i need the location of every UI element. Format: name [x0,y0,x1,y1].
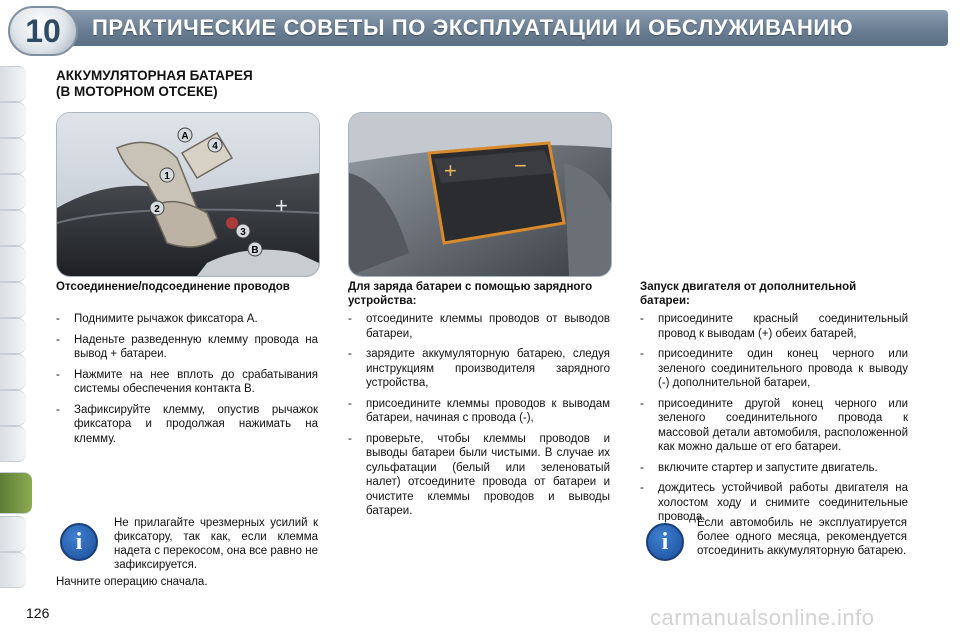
label-3: 3 [240,227,246,238]
step-text: Поднимите рычажок фиксатора A. [74,313,258,325]
minus-terminal: − [514,153,527,178]
label-1: 1 [164,171,170,182]
battery-clamp-illustration [57,113,319,276]
step-text: присоедините красный соединительный провод к выводам (+) обеих батарей, [658,313,908,340]
jump-start-steps [640,312,908,531]
list-item: - зарядите аккумуляторную батарею, следуя инструкциям производителя зарядного устройства, [348,348,610,389]
list-item: - Зафиксируйте клемму, опустив рычажок фиксатора и продолжая нажимать на клемму. [56,403,318,445]
chapter-badge [8,6,78,56]
jump-start-heading: Запуск двигателя от дополнительной батареи: [640,281,857,307]
engine-bay-illustration [349,113,611,276]
list-item: - присоедините другой конец черного или зеленого соединительного провода к массовой детали автомобиля, расположенной как можно дальше от его батареи. [640,397,908,453]
step-text: включите стартер и запустите двигатель. [658,461,878,474]
chapter-tab[interactable] [0,390,26,426]
label-2: 2 [154,204,160,215]
step-text: Нажмите на нее вплоть до срабатывания системы обеспечения контакта B. [74,368,318,395]
chapter-tab[interactable] [0,354,26,390]
step-text: проверьте, чтобы клеммы проводов и выводы батареи были чистыми. В случае их сульфатации (белый или зеленоватый налет) отсоедините провода от батареи и очистите клеммы проводов и выводы батареи. [366,432,610,517]
list-item: - присоедините клеммы проводов к выводам батареи, начиная с провода (-), [348,397,610,424]
svg-text:+: + [275,193,288,218]
list-item: - присоедините красный соединительный провод к выводам (+) обеих батарей, [640,313,908,340]
list-item: - Наденьте разведенную клемму провода на вывод + батареи. [56,333,318,360]
disconnect-heading: Отсоединение/подсоединение проводов [56,281,290,293]
label-a: A [181,131,189,142]
step-text: присоедините клеммы проводов к выводам батареи, начиная с провода (-), [366,397,610,424]
charging-steps [348,312,610,525]
charging-heading: Для заряда батареи с помощью зарядного устройства: [348,281,593,307]
clamp-warning-text: Не прилагайте чрезмерных усилий к фиксатору, так как, если клемма надета с перекосом, она все равно не зафиксируется. [114,517,318,571]
section-title-line-1: АККУМУЛЯТОРНАЯ БАТАРЕЯ [56,68,253,83]
chapter-tab-active[interactable] [0,472,32,514]
plus-terminal: + [444,158,457,183]
page-header [0,0,960,60]
restart-note: Начните операцию сначала. [56,576,208,588]
chapter-tab[interactable] [0,516,26,552]
info-icon: i [60,523,98,561]
chapter-number: 10 [25,13,61,49]
step-text: присоедините один конец черного или зеленого соединительного провода к выводу (-) дополнительной батареи, [658,348,908,389]
chapter-tab[interactable] [0,138,26,174]
step-text: Наденьте разведенную клемму провода на вывод + батареи. [74,333,318,360]
label-4: 4 [212,141,218,152]
chapter-tab[interactable] [0,426,26,462]
disconnect-steps [56,312,318,452]
step-text: зарядите аккумуляторную батарею, следуя инструкциям производителя зарядного устройства, [366,348,610,389]
step-text: присоедините другой конец черного или зеленого соединительного провода к массовой детали автомобиля, расположенной как можно дальше от его батареи. [658,397,908,453]
chapter-tab[interactable] [0,102,26,138]
storage-advice-text: Если автомобиль не эксплуатируется более одного месяца, рекомендуется отсоединить аккумуляторную батарею. [697,517,907,557]
list-item: - Поднимите рычажок фиксатора A. [56,313,258,325]
chapter-title: ПРАКТИЧЕСКИЕ СОВЕТЫ ПО ЭКСПЛУАТАЦИИ И ОБСЛУЖИВАНИЮ [92,15,854,40]
watermark: carmanualsonline.info [650,605,875,630]
section-title [56,68,253,100]
list-item: - проверьте, чтобы клеммы проводов и выводы батареи были чистыми. В случае их сульфатации (белый или зеленоватый налет) отсоедините провода от батареи и очистите клеммы проводов и выводы батареи. [348,432,610,517]
list-item: - присоедините один конец черного или зеленого соединительного провода к выводу (-) дополнительной батареи, [640,348,908,389]
chapter-tab[interactable] [0,246,26,282]
chapter-tab[interactable] [0,174,26,210]
chapter-tab[interactable] [0,552,26,588]
engine-bay-battery-photo [348,112,612,277]
page-number: 126 [26,605,50,621]
chapter-tab[interactable] [0,210,26,246]
chapter-tab[interactable] [0,66,26,102]
list-item: - включите стартер и запустите двигатель. [640,461,878,474]
step-text: дождитесь устойчивой работы двигателя на холостом ходу и снимите соединительные провода. [658,482,908,523]
battery-clamp-photo [56,112,320,277]
step-text: отсоедините клеммы проводов от выводов батареи, [366,313,610,340]
step-text: Зафиксируйте клемму, опустив рычажок фиксатора и продолжая нажимать на клемму. [74,403,318,445]
chapter-tab[interactable] [0,318,26,354]
list-item: - дождитесь устойчивой работы двигателя на холостом ходу и снимите соединительные провода. [640,482,908,523]
list-item: - отсоедините клеммы проводов от выводов батареи, [348,313,610,340]
label-b: B [251,245,259,256]
list-item: - Нажмите на нее вплоть до срабатывания системы обеспечения контакта B. [56,368,318,395]
section-title-line-2: (В МОТОРНОМ ОТСЕКЕ) [56,84,218,99]
chapter-tab[interactable] [0,282,26,318]
info-icon: i [646,523,684,561]
